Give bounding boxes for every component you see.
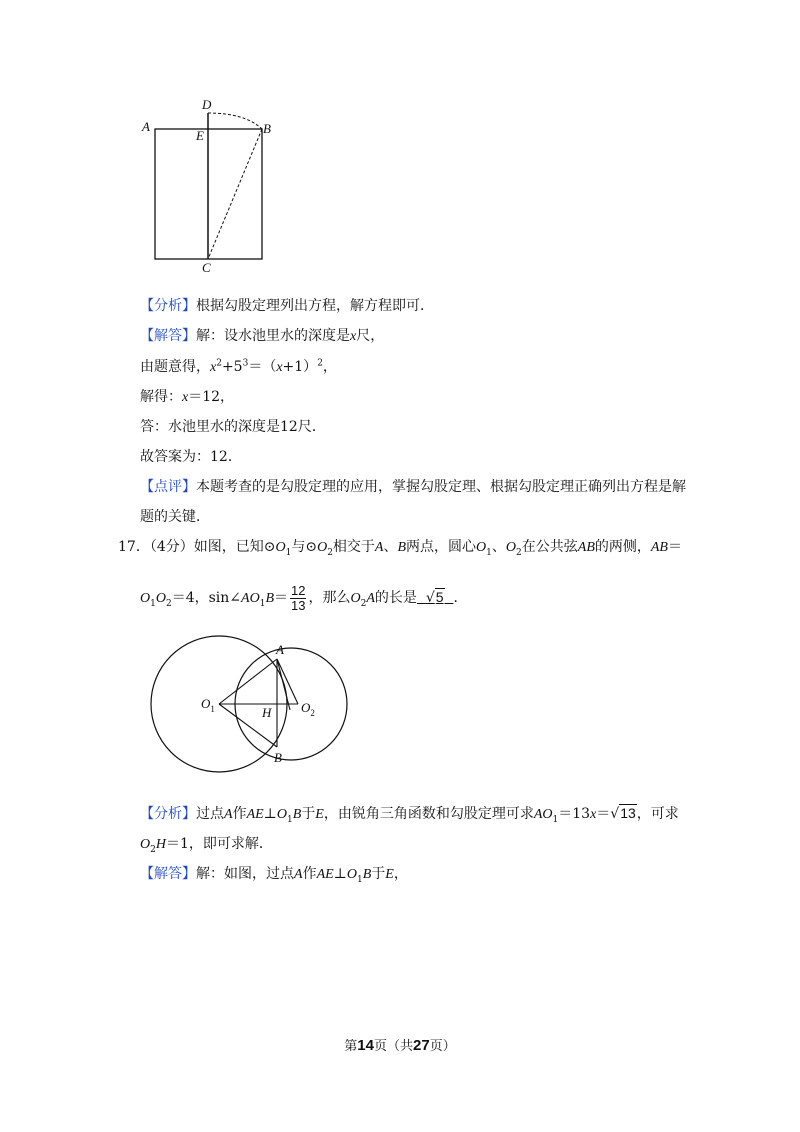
- figure-circles-diagram: [138, 632, 360, 782]
- q-o2: O: [317, 540, 328, 555]
- label-o1-main: O: [201, 696, 211, 711]
- analysis-line: [140, 297, 434, 315]
- solve-x: x: [182, 390, 189, 405]
- q-c1: O: [476, 540, 487, 555]
- label-o2-sub: 2: [310, 708, 315, 718]
- label-c: C: [202, 260, 211, 275]
- comment-line-2: 题的关键．: [140, 509, 210, 525]
- qa-ao1-sub: 1: [552, 814, 559, 825]
- q-intersect: 相交于: [332, 539, 375, 555]
- qa-o2h-sub: 2: [150, 844, 156, 855]
- q2-o2a-sub: 2: [360, 598, 367, 609]
- q2-o1-sub: 1: [150, 598, 156, 609]
- q2-eq2: ＝: [274, 590, 289, 606]
- q2-ao: AO: [241, 591, 260, 606]
- qa-ae: AE: [246, 807, 264, 822]
- solve-prefix: 解得：: [140, 389, 182, 405]
- qs-b: B: [362, 867, 372, 882]
- page-footer: [0, 1035, 800, 1054]
- qa-l2-rest: ＝1，即可求解．: [165, 836, 273, 852]
- comment-text-1: 本题考查的是勾股定理的应用，掌握勾股定理、根据勾股定理正确列出方程是解: [196, 479, 686, 495]
- qa-o2h: O: [140, 837, 151, 852]
- q-chord: 在公共弦: [521, 539, 578, 555]
- figure-pool-diagram: [135, 95, 285, 280]
- q17-answer-tag: 【解答】: [140, 866, 196, 882]
- eq-x: x: [210, 360, 217, 375]
- analysis-text: 根据勾股定理列出方程，解方程即可．: [196, 298, 434, 314]
- q-score: （4分）如图，已知⊙: [149, 539, 276, 555]
- comment-line: [140, 478, 686, 496]
- q-and: 与⊙: [291, 539, 318, 555]
- answer-var: x: [350, 329, 357, 344]
- answer-unit: 尺，: [356, 328, 385, 344]
- q17-analysis-tag: 【分析】: [140, 806, 196, 822]
- q-c-sep: 、: [491, 539, 506, 555]
- question-17-line-2: [140, 582, 467, 614]
- segment-o1a: [219, 659, 277, 704]
- q-side: 的两侧，: [594, 539, 651, 555]
- qa-t6: ＝: [596, 806, 611, 822]
- eq-x2: x: [276, 360, 283, 375]
- solve-tail: ＝12，: [188, 389, 235, 405]
- label-a: A: [142, 119, 150, 134]
- q2-a: A: [366, 591, 375, 606]
- q-o1-sub: 1: [285, 547, 292, 558]
- q2-o2-sub: 2: [165, 598, 172, 609]
- eq-close: +1）: [282, 359, 318, 375]
- q2-then: ，那么: [308, 590, 351, 606]
- segment-ao2: [277, 659, 298, 704]
- segment-ae: [277, 659, 290, 710]
- q-o2-sub: 2: [327, 547, 333, 558]
- question-17-line-1: [118, 538, 682, 557]
- label-b: B: [263, 121, 271, 136]
- page-number: 14: [357, 1037, 374, 1054]
- qa-perp: ⊥: [263, 806, 277, 822]
- fraction-12-13: [290, 584, 306, 613]
- q-sep: 、: [383, 539, 398, 555]
- qa-ao1: AO: [533, 807, 553, 822]
- conclusion-line: 答：水池里水的深度是12尺．: [140, 419, 326, 435]
- qa-t4: ，由锐角三角函数和勾股定理可求: [323, 806, 534, 822]
- qs-e: E: [385, 867, 394, 882]
- q-eq: ＝: [667, 539, 682, 555]
- qs-t3: 于: [371, 866, 386, 882]
- qa-t7: ，可求: [636, 806, 679, 822]
- qa-t5: ＝13: [558, 806, 591, 822]
- total-pages: 27: [413, 1037, 430, 1054]
- q2-b: B: [265, 591, 275, 606]
- qs-a: A: [294, 867, 303, 882]
- dashed-bc: [208, 129, 262, 259]
- qa-o1b-sub: 1: [286, 814, 293, 825]
- label-b: B: [274, 750, 282, 765]
- footer-post: 页）: [429, 1039, 456, 1054]
- q2-o1: O: [140, 591, 151, 606]
- eq-eq: ＝（: [248, 359, 277, 375]
- analysis-tag: 【分析】: [140, 298, 196, 314]
- q-o1: O: [275, 540, 286, 555]
- label-o2: [301, 700, 315, 718]
- solve-line: [140, 388, 234, 407]
- q-ab2: AB: [650, 540, 668, 555]
- label-a: A: [276, 642, 284, 657]
- label-h: H: [262, 705, 272, 720]
- qs-o1b-sub: 1: [356, 874, 363, 885]
- label-o2-main: O: [301, 700, 311, 715]
- final-answer-line: 故答案为：12．: [140, 449, 242, 465]
- qs-perp: ⊥: [333, 866, 347, 882]
- label-d: D: [202, 97, 212, 112]
- equation-line: 由题意得，$x^2+5^3=(x+1)^2$，: [140, 358, 337, 375]
- q-c2: O: [505, 540, 517, 555]
- q2-o2a: O: [350, 591, 361, 606]
- qa-e: E: [315, 807, 324, 822]
- qa-h: H: [155, 837, 166, 852]
- eq-mid: +5: [221, 359, 243, 375]
- reed-arc: [208, 113, 262, 129]
- eq-prefix: 由题意得，: [140, 359, 210, 375]
- label-o1: [201, 696, 215, 714]
- eq-tail: ，: [322, 359, 337, 375]
- q2-ao-sub: 1: [259, 598, 266, 609]
- qa-o1b: O: [276, 807, 287, 822]
- sqrt-13: √13: [610, 805, 636, 822]
- q2-eq: ＝4，sin∠: [171, 590, 242, 606]
- qa-t3: 于: [301, 806, 316, 822]
- q17-analysis-line-1: [140, 804, 679, 824]
- answer-line: [140, 327, 384, 346]
- answer-text: 解：设水池里水的深度是: [196, 328, 350, 344]
- qa-t2: 作: [232, 806, 247, 822]
- footer-mid: 页（共: [373, 1039, 413, 1054]
- sqrt-answer: √5: [425, 589, 444, 606]
- qs-t4: ，: [393, 866, 408, 882]
- qs-ae: AE: [316, 867, 334, 882]
- comment-tag: 【点评】: [140, 479, 196, 495]
- q-c2-sub: 2: [516, 547, 522, 558]
- answer-blank: [417, 590, 454, 606]
- q-ab: AB: [577, 540, 595, 555]
- qa-b: B: [292, 807, 302, 822]
- q-b: B: [397, 540, 407, 555]
- answer-tag: 【解答】: [140, 328, 196, 344]
- qa-a: A: [224, 807, 233, 822]
- fraction-numerator: 12: [291, 582, 306, 598]
- q2-len: 的长是: [374, 590, 417, 606]
- qs-o1b: O: [346, 867, 357, 882]
- label-e: E: [196, 128, 204, 143]
- question-number: 17．: [118, 539, 150, 555]
- q17-answer-line: [140, 865, 408, 884]
- q-c1-sub: 1: [486, 547, 492, 558]
- qs-t2: 作: [302, 866, 317, 882]
- label-o1-sub: 1: [210, 704, 215, 714]
- q17-analysis-line-2: [140, 835, 273, 854]
- footer-pre: 第: [344, 1039, 358, 1054]
- q2-o2: O: [155, 591, 166, 606]
- q-a: A: [374, 540, 384, 555]
- qa-t1: 过点: [196, 806, 224, 822]
- qs-t1: 解：如图，过点: [196, 866, 294, 882]
- qa-x: x: [590, 807, 597, 822]
- fraction-denominator: 13: [291, 597, 306, 613]
- q-points: 两点，圆心: [406, 539, 477, 555]
- q2-end: ．: [453, 590, 468, 606]
- sqrt-radicand: 5: [435, 589, 444, 605]
- sqrt-13-radicand: 13: [620, 805, 636, 821]
